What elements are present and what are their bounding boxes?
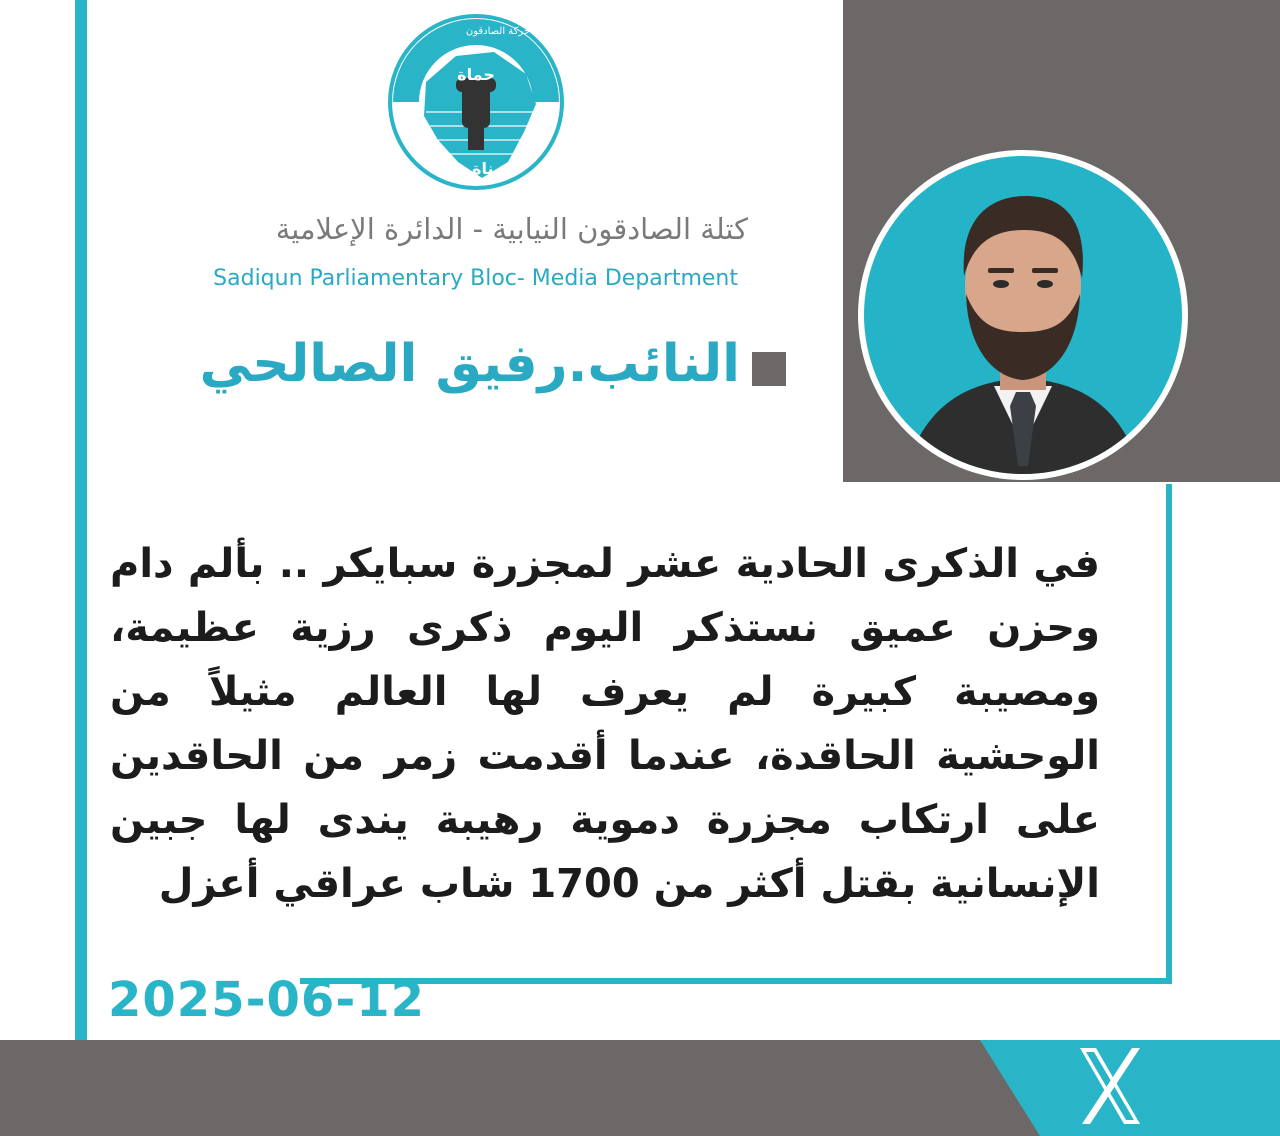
mp-name: النائب.رفيق الصالحي (199, 334, 740, 394)
bloc-name-arabic: كتلة الصادقون النيابية - الدائرة الإعلامية (275, 212, 748, 246)
portrait-man-suit-icon (864, 156, 1182, 474)
logo-bottom-word: بناة (472, 159, 500, 178)
bloc-name-english: Sadiqun Parliamentary Bloc- Media Department (213, 266, 738, 291)
left-accent-bar (75, 0, 87, 1040)
post-date: 2025-06-12 (108, 972, 426, 1028)
fist-iraq-map-emblem-icon (386, 12, 566, 192)
frame-vertical-line (1166, 484, 1172, 984)
logo-top-word: حماة (457, 65, 495, 84)
x-logo-icon[interactable] (1078, 1046, 1142, 1126)
statement-text: في الذكرى الحادية عشر لمجزرة سبايكر .. بألم دام وحزن عميق نستذكر اليوم ذكرى رزية عظيمة، ومصيبة كبيرة لم يعرف لها العالم مثيلاً من الوحشية الحاقدة، عندما أقدمت زمر من الحاقدين على ارتكاب مجزرة دموية رهيبة يندى لها جبين الإنسانية بقتل أكثر من 1700 شاب عراقي أعزل (110, 541, 1100, 907)
frame-horizontal-line (300, 978, 1172, 984)
square-marker-icon (752, 352, 786, 386)
logo-ring-text: حركة الصادقون (465, 26, 531, 37)
